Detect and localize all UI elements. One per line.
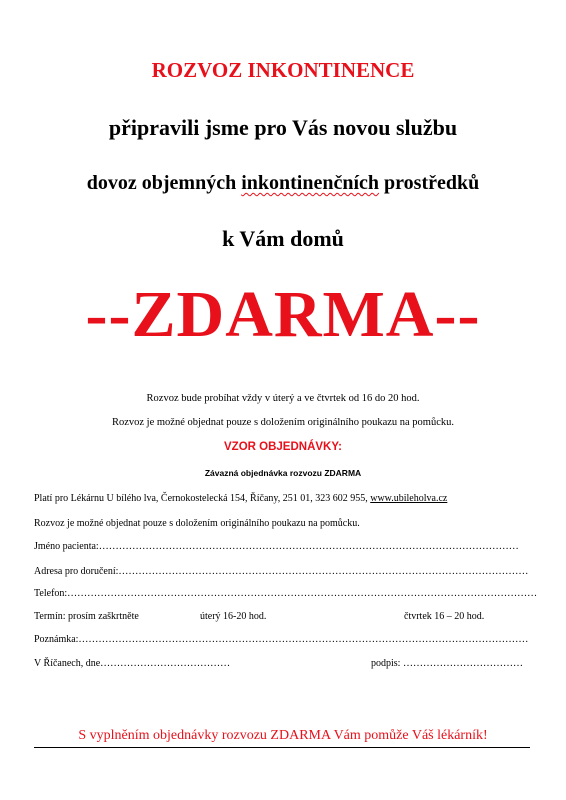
form-note: Rozvoz je možné objednat pouze s doložením originálního poukazu na pomůcku. (34, 518, 360, 529)
subtitle-line-1: připravili jsme pro Vás novou službu (108, 115, 458, 140)
form-heading: VZOR OBJEDNÁVKY: (224, 441, 342, 453)
note-field: Poznámka:……………………………………………………………………………………………………………………… (34, 634, 529, 645)
subtitle-line-3: k Vám domů (222, 226, 344, 251)
flyer-title: ROZVOZ INKONTINENCE (151, 58, 415, 82)
subtitle-line-2-start: dovoz objemných (86, 172, 242, 194)
patient-name-field: Jméno pacienta:……………………………………………………………………………………………………………… (34, 541, 519, 552)
phone-field: Telefon:…………………………………………………………………………………………………………………………… (34, 588, 538, 599)
headline-zdarma: --ZDARMA-- (85, 278, 481, 351)
place-date-field: V Říčanech, dne………………………………… (34, 658, 231, 669)
signature-field: podpis: ……………………………… (371, 658, 523, 669)
pharmacy-link[interactable]: www.ubileholva.cz (370, 493, 448, 504)
subtitle-line-2-word: inkontinenčních (241, 172, 380, 194)
pharmacy-text: Platí pro Lékárnu U bílého lva, Černokostelecká 154, Říčany, 251 01, 323 602 955, (34, 493, 371, 504)
footer-note: S vyplněním objednávky rozvozu ZDARMA Vám pomůže Váš lékárník! (78, 728, 488, 743)
subtitle-line-2-end: prostředků (379, 172, 480, 194)
footer-rule (34, 747, 530, 748)
info-line-1: Rozvoz bude probíhat vždy v úterý a ve čtvrtek od 16 do 20 hod. (146, 393, 420, 404)
form-title: Závazná objednávka rozvozu ZDARMA (204, 468, 362, 478)
term-label: Termín: prosím zaškrtněte (34, 611, 139, 622)
delivery-address-field: Adresa pro doručení:…………………………………………………………………………………………………………… (34, 566, 529, 577)
pharmacy-info (34, 493, 447, 504)
subtitle-line-2 (0, 172, 566, 195)
info-line-2: Rozvoz je možné objednat pouze s doložením originálního poukazu na pomůcku. (111, 417, 455, 428)
term-option-tuesday: úterý 16-20 hod. (200, 611, 267, 622)
term-option-thursday: čtvrtek 16 – 20 hod. (404, 611, 485, 622)
